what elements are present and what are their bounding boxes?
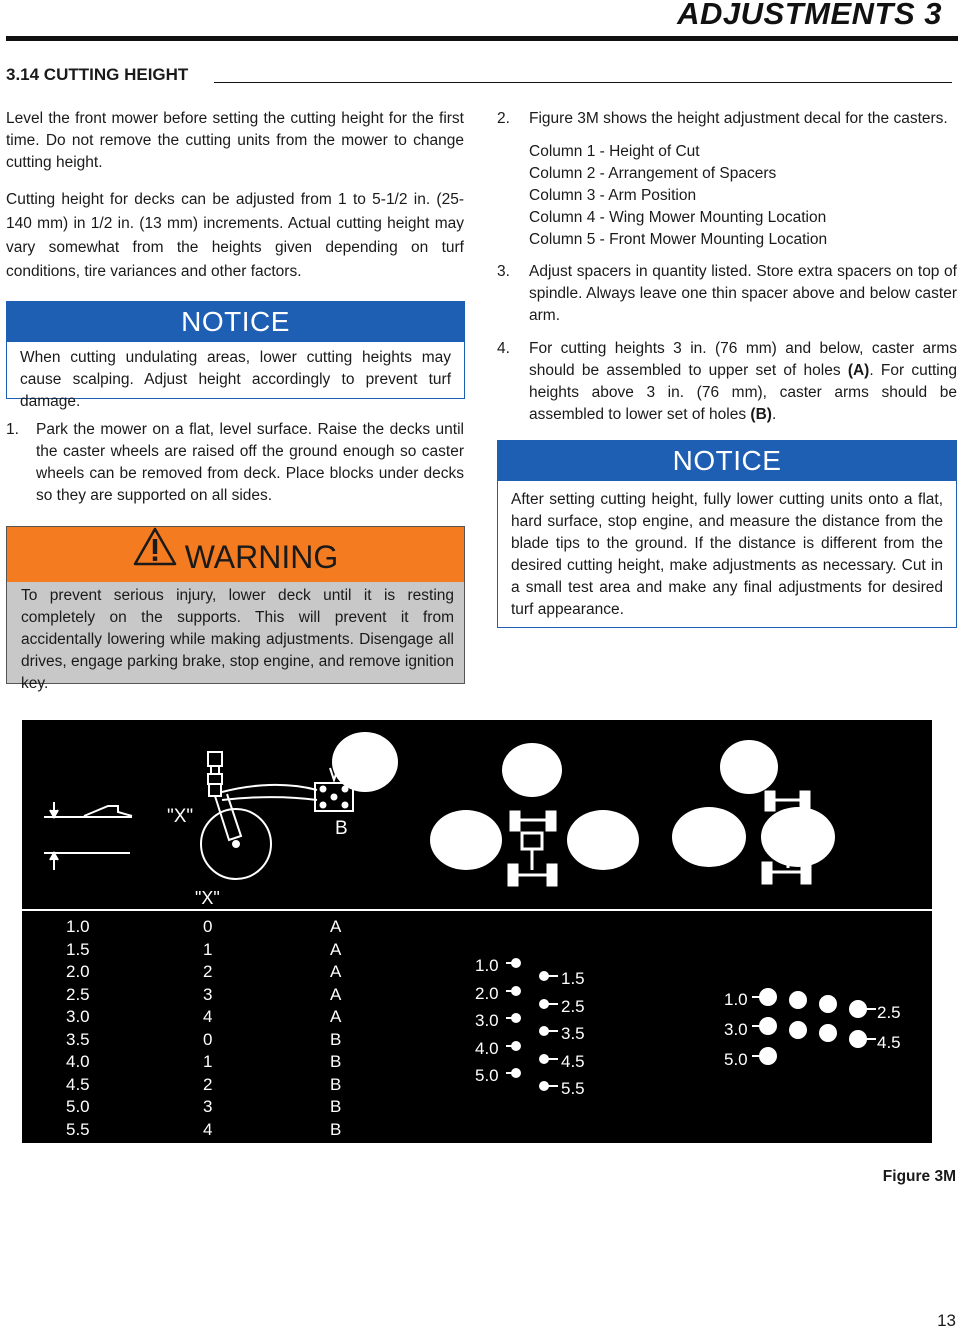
wing-left-value: 4.0	[475, 1038, 499, 1058]
step-number: 2.	[497, 110, 510, 127]
spacer-value: 1	[203, 939, 213, 959]
spacer-label-x: "X"	[167, 806, 194, 827]
column-legend-item: Column 5 - Front Mower Mounting Location	[529, 231, 828, 248]
front-right-value: 2.5	[877, 1003, 901, 1022]
step-4	[497, 338, 957, 426]
decal-divider	[22, 909, 932, 911]
height-value: 3.0	[66, 1007, 90, 1026]
step-text-part: . For cutting heights above 3 in. (76 mm), caster arms should be assembled to lower set of holes	[529, 362, 957, 423]
wing-left-column	[475, 952, 499, 1090]
arm-value: B	[330, 1052, 342, 1071]
tractor-icon	[430, 743, 639, 885]
arm-value: A	[330, 984, 342, 1004]
intro-paragraph-1: Level the front mower before setting the cutting height for the first time. Do not remove the cutting units from the mower to change cutting height.	[6, 110, 464, 171]
notice-body: After setting cutting height, fully lower cutting units onto a flat, hard surface, stop engine, and measure the distance from the blade tips to the ground. If the distance is different from the desired cutting height, make adjustments as necessary. Cut in a small test area and make any final adjustments for desired turf appearance.	[511, 491, 943, 618]
height-value: 5.0	[66, 1097, 90, 1116]
column-legend-item: Column 1 - Height of Cut	[529, 143, 700, 160]
step-3	[497, 261, 957, 327]
arm-value: B	[330, 1119, 342, 1139]
position-label-b: B	[335, 818, 348, 839]
arm-value: B	[330, 1097, 342, 1116]
column-legend-item: Column 4 - Wing Mower Mounting Location	[529, 209, 827, 226]
section-rule	[214, 82, 952, 83]
x-column-header: "X"	[195, 888, 220, 908]
caster-assembly-icon	[201, 752, 353, 879]
spacer-value: 3	[203, 984, 213, 1004]
column-legend-item: Column 2 - Arrangement of Spacers	[529, 165, 777, 182]
step-number: 4.	[497, 340, 510, 357]
height-adjustment-decal	[22, 720, 932, 1143]
step-number: 3.	[497, 263, 510, 280]
front-left-column	[724, 985, 748, 1075]
height-value: 3.5	[66, 1029, 90, 1049]
arm-value: A	[330, 939, 342, 959]
height-value: 1.5	[66, 939, 90, 959]
wing-right-value: 5.5	[561, 1079, 585, 1098]
warning-header	[7, 527, 464, 582]
step-text	[529, 338, 957, 426]
step-text: Park the mower on a flat, level surface. Raise the decks until the caster wheels are raised off the ground enough so caster wheels can be removed from deck. Place blocks under decks so they are supported on all sides.	[36, 421, 464, 504]
hole-label-a: (A)	[847, 362, 870, 379]
warning-heading: WARNING	[184, 539, 339, 575]
wing-mount-pins	[502, 952, 562, 1092]
spacer-value: 4	[203, 1007, 213, 1026]
warning-box	[6, 526, 465, 692]
page-header-title: ADJUSTMENTS 3	[677, 0, 942, 31]
spacer-value: 2	[203, 1074, 213, 1094]
arm-value: A	[330, 917, 342, 936]
arm-value: A	[330, 1007, 342, 1026]
height-column	[66, 916, 90, 1141]
wing-right-value: 3.5	[561, 1024, 585, 1043]
height-value: 1.0	[66, 917, 90, 936]
front-left-value: 5.0	[724, 1050, 748, 1069]
height-value: 2.5	[66, 984, 90, 1004]
figure-caption: Figure 3M	[882, 1168, 956, 1185]
page-number: 13	[937, 1311, 956, 1330]
step-1	[6, 419, 464, 507]
header-rule	[6, 36, 958, 41]
position-label-a: A	[337, 754, 350, 775]
wing-right-column	[561, 965, 585, 1103]
wing-right-value: 4.5	[561, 1051, 585, 1071]
notice-box-1	[6, 301, 465, 410]
height-value: 5.5	[66, 1119, 90, 1139]
wing-left-value: 1.0	[475, 956, 499, 975]
spacer-value: 0	[203, 1029, 213, 1049]
column-legend	[529, 141, 949, 251]
column-legend-item: Column 3 - Arm Position	[529, 187, 697, 204]
section-title-text: 3.14 CUTTING HEIGHT	[6, 65, 189, 84]
height-gauge-icon	[44, 802, 132, 870]
intro-paragraph-2: Cutting height for decks can be adjusted from 1 to 5-1/2 in. (25-140 mm) in 1/2 in. (13 mm) increments. Actual cutting height may vary somewhat from the heights given depending on turf conditions, tire variances and other factors.	[6, 191, 464, 280]
step-number: 1.	[6, 421, 19, 438]
arm-column	[330, 916, 341, 1141]
front-mount-holes	[752, 982, 880, 1082]
step-text-part: .	[771, 406, 777, 423]
warning-triangle-icon	[133, 526, 177, 586]
height-value: 2.0	[66, 962, 90, 981]
step-text-rest: shows the height adjustment decal for the casters.	[598, 110, 948, 127]
notice-heading: NOTICE	[498, 441, 956, 481]
hole-label-b: (B)	[750, 406, 772, 423]
arm-value: A	[330, 962, 342, 981]
arm-value: B	[330, 1074, 342, 1094]
figure-reference: Figure 3M	[529, 110, 599, 127]
warning-body: To prevent serious injury, lower deck until it is resting completely on the supports. This will prevent it from accidentally lowering while making adjustments. Disengage all drives, engage parking brake, stop engine, and remove ignition key.	[21, 587, 454, 692]
spacer-column	[203, 916, 212, 1141]
spacer-value: 4	[203, 1119, 213, 1139]
notice-body: When cutting undulating areas, lower cutting heights may cause scalping. Adjust height accordingly to prevent turf damage.	[20, 349, 451, 410]
wing-right-value: 2.5	[561, 996, 585, 1016]
step-text-part: For cutting heights 3 in. (76 mm) and below, caster arms should be assembled to upper set of holes	[529, 340, 957, 379]
front-left-value: 3.0	[724, 1020, 748, 1039]
height-value: 4.0	[66, 1052, 90, 1071]
step-text: Adjust spacers in quantity listed. Store extra spacers on top of spindle. Always leave one thin spacer above and below caster arm.	[529, 263, 957, 324]
spacer-value: 2	[203, 962, 213, 981]
front-right-column	[877, 998, 901, 1058]
front-left-value: 1.0	[724, 990, 748, 1009]
wing-right-value: 1.5	[561, 969, 585, 988]
step-2	[497, 108, 957, 130]
wing-left-value: 2.0	[475, 983, 499, 1003]
notice-box-2	[497, 440, 957, 628]
arm-value: B	[330, 1029, 342, 1049]
notice-heading: NOTICE	[7, 302, 464, 342]
wing-left-value: 5.0	[475, 1066, 499, 1085]
spacer-value: 1	[203, 1052, 213, 1071]
wing-left-value: 3.0	[475, 1011, 499, 1030]
height-value: 4.5	[66, 1074, 90, 1094]
spacer-value: 3	[203, 1097, 213, 1116]
step-text	[529, 108, 957, 130]
spacer-value: 0	[203, 917, 213, 936]
front-mower-icon	[672, 740, 835, 883]
front-right-value: 4.5	[877, 1033, 901, 1052]
decal-artwork	[22, 720, 932, 909]
